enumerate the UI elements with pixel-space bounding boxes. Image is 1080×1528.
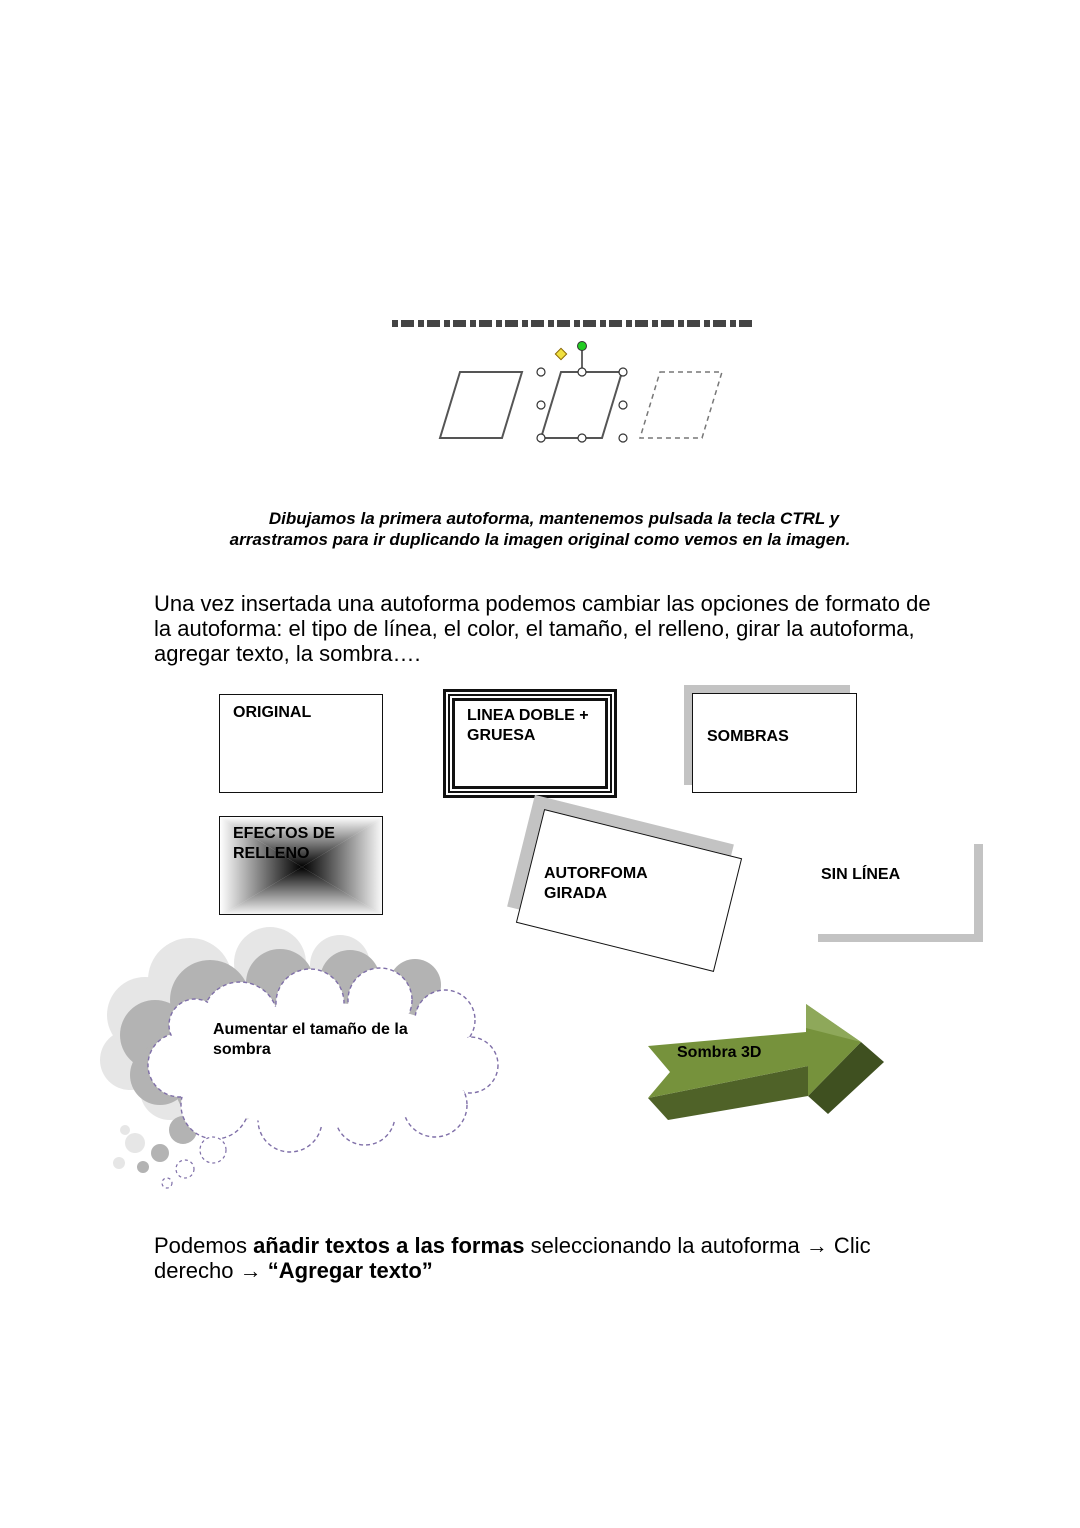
cloud-callout[interactable] <box>95 925 515 1195</box>
cloud-tail-bubbles <box>162 1137 226 1188</box>
parallelogram-selected[interactable] <box>541 372 622 438</box>
final-text-bold2: “Agregar texto” <box>261 1258 433 1283</box>
final-text-part3: Clic derecho <box>154 1233 871 1283</box>
caption-line-1: Dibujamos la primera autoforma, mantenemos pulsada la tecla CTRL y <box>268 509 840 528</box>
shape-shadows[interactable] <box>692 693 857 793</box>
shape-no-line[interactable] <box>810 836 974 934</box>
final-paragraph <box>154 1233 874 1283</box>
final-text-bold1: añadir textos a las formas <box>253 1233 525 1258</box>
shape-original[interactable] <box>219 694 383 793</box>
shape-original-label: ORIGINAL <box>233 704 312 721</box>
caption-line-2: arrastramos para ir duplicando la imagen original como vemos en la imagen. <box>229 530 851 549</box>
parallelogram-ghost <box>640 372 722 438</box>
final-text-part2: seleccionando la autoforma <box>524 1233 806 1258</box>
shape-shadows-label: SOMBRAS <box>707 728 789 745</box>
shape-double-line-label: LINEA DOBLE + GRUESA <box>467 707 589 744</box>
parallelogram-duplication-figure <box>430 336 730 448</box>
adjust-handle-icon[interactable] <box>555 348 566 359</box>
arrow-3d-label: Sombra 3D <box>677 1044 762 1061</box>
arrow-right-icon: → <box>805 1233 828 1258</box>
rotation-handle-icon[interactable] <box>578 342 587 351</box>
figure-caption <box>150 508 930 550</box>
shape-fill-effects-label: EFECTOS DE RELLENO <box>233 825 335 862</box>
shape-double-line[interactable] <box>443 689 617 798</box>
cropped-text-remnant <box>392 320 754 327</box>
shape-no-line-label: SIN LÍNEA <box>821 866 901 883</box>
cloud-callout-label: Aumentar el tamaño de la sombra <box>213 1021 408 1058</box>
shape-rotated-label: AUTORFOMA GIRADA <box>544 865 648 902</box>
shape-fill-effects[interactable] <box>219 816 383 915</box>
intro-paragraph: Una vez insertada una autoforma podemos cambiar las opciones de formato de la autoforma: el tipo de línea, el color, el tamaño, el relleno, girar la autoforma, agregar texto, la sombra…. <box>154 591 931 666</box>
parallelogram-original <box>440 372 522 438</box>
arrow-right-icon-2: → <box>239 1258 262 1283</box>
final-text-part1: Podemos <box>154 1233 254 1258</box>
